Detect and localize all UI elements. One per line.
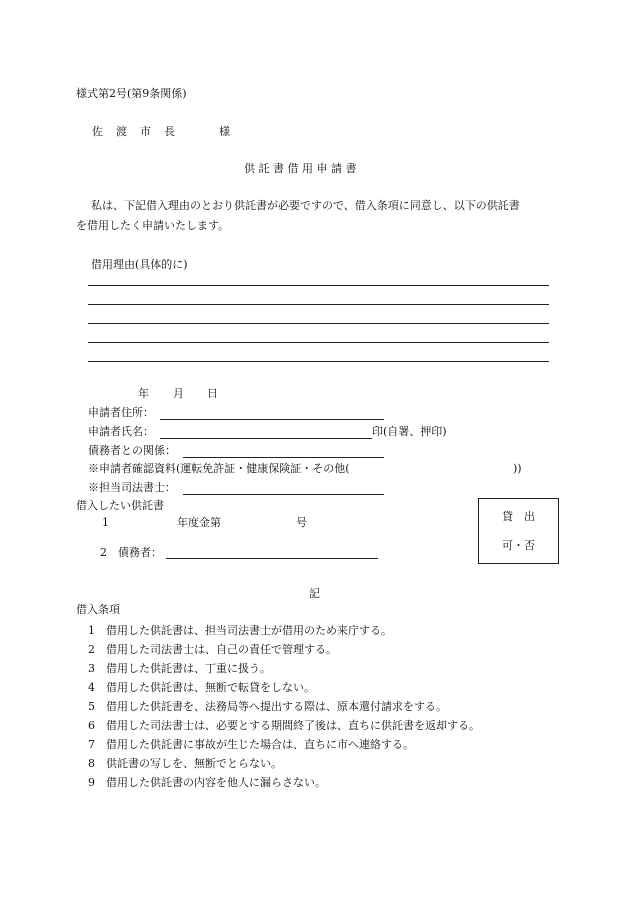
id-docs-close: )) xyxy=(513,462,522,475)
address-field[interactable] xyxy=(160,419,384,420)
date-month: 月 xyxy=(173,387,184,400)
intro-line-1: 私は、下記借入理由のとおり供託書が必要ですので、借入条項に同意し、以下の供託書 xyxy=(91,199,520,212)
reason-label: 借用理由(具体的に) xyxy=(91,258,188,271)
terms-item: 2 借用した司法書士は、自己の責任で管理する。 xyxy=(88,643,337,656)
recipient-name: 佐 渡 市 長 xyxy=(92,125,176,138)
deposit-item1-suffix: 号 xyxy=(296,516,307,529)
loan-approval-box xyxy=(478,498,559,564)
relation-field[interactable] xyxy=(183,457,384,458)
deposit-item2-label: 2 債務者： xyxy=(100,546,162,559)
terms-heading: 借入条項 xyxy=(76,603,120,616)
terms-item: 9 借用した供託書の内容を他人に漏らさない。 xyxy=(88,776,326,789)
loan-box-label: 貸 出 xyxy=(502,510,535,523)
name-label: 申請者氏名： xyxy=(88,425,154,438)
reason-line[interactable] xyxy=(88,304,549,305)
ki-marker: 記 xyxy=(309,587,320,600)
terms-item: 5 借用した供託書を、法務局等へ提出する際は、原本還付請求をする。 xyxy=(88,700,447,713)
terms-item: 7 借用した供託書に事故が生じた場合は、直ちに市へ連絡する。 xyxy=(88,738,414,751)
terms-item: 1 借用した供託書は、担当司法書士が借用のため来庁する。 xyxy=(88,624,392,637)
reason-line[interactable] xyxy=(88,285,549,286)
intro-line-2: を借用したく申請いたします。 xyxy=(76,219,230,232)
reason-line[interactable] xyxy=(88,323,549,324)
reason-line[interactable] xyxy=(88,342,549,343)
deposit-heading: 借入したい供託書 xyxy=(76,499,164,512)
terms-item: 3 借用した供託書は、丁重に扱う。 xyxy=(88,662,271,675)
reason-line[interactable] xyxy=(88,361,549,362)
scrivener-label: ※担当司法書士： xyxy=(88,481,176,494)
loan-box-options[interactable]: 可・否 xyxy=(502,539,535,552)
debtor-field[interactable] xyxy=(166,558,378,559)
date-day: 日 xyxy=(207,387,218,400)
terms-item: 8 供託書の写しを、無断でとらない。 xyxy=(88,757,282,770)
terms-item: 6 借用した司法書士は、必要とする期間終了後は、直ちに供託書を返却する。 xyxy=(88,719,480,732)
form-title: 供 託 書 借 用 申 請 書 xyxy=(244,162,357,175)
seal-note: 印(自署、押印) xyxy=(372,425,447,438)
relation-label: 債務者との関係： xyxy=(88,444,176,457)
date-year: 年 xyxy=(138,387,149,400)
scrivener-field[interactable] xyxy=(183,494,384,495)
id-docs-label: ※申請者確認資料(運転免許証・健康保険証・その他( xyxy=(88,462,350,475)
address-label: 申請者住所： xyxy=(88,406,154,419)
recipient-honorific: 様 xyxy=(219,125,230,138)
name-field[interactable] xyxy=(160,438,372,439)
form-id: 様式第2号(第9条関係) xyxy=(76,87,187,100)
deposit-item1-year: 年度金第 xyxy=(177,516,221,529)
deposit-item1-number: 1 xyxy=(102,516,109,529)
terms-item: 4 借用した供託書は、無断で転貸をしない。 xyxy=(88,681,315,694)
